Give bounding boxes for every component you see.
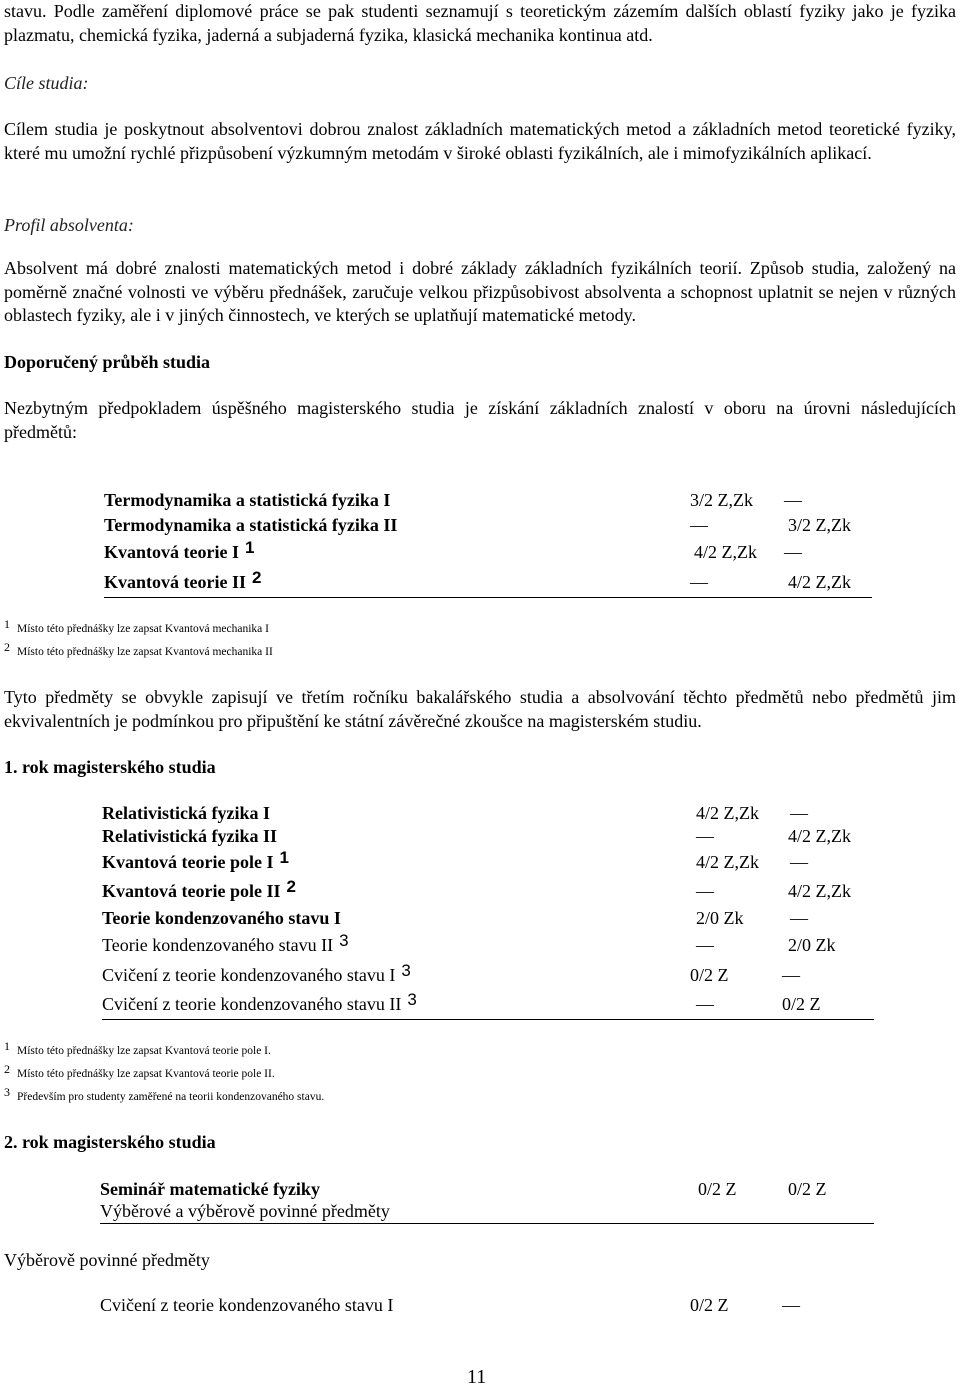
goals-heading: Cíle studia:: [4, 73, 89, 93]
prerequisite-paragraph: Nezbytným předpokladem úspěšného magisterského studia je získání základních znalostí v oboru na úrovni následujících předmětů:: [4, 398, 956, 442]
course-semester-1: 4/2 Z,Zk: [696, 852, 759, 872]
course-semester-1: —: [696, 826, 714, 846]
elective-course-table: [100, 1295, 874, 1321]
prerequisite-course-table: [104, 490, 874, 600]
table-bottom-rule: [104, 597, 872, 598]
footnote-marker: 3: [407, 990, 417, 1009]
course-semester-2: 2/0 Zk: [788, 935, 836, 955]
recommended-heading: Doporučený průběh studia: [4, 352, 211, 372]
course-semester-2: —: [784, 490, 802, 510]
footnote: 3 Především pro studenty zaměřené na teorii kondenzovaného stavu.: [4, 1085, 325, 1103]
course-semester-2: —: [784, 542, 802, 562]
course-name: Kvantová teorie pole II 2: [102, 877, 296, 901]
course-semester-1: —: [690, 572, 708, 592]
year2-heading: 2. rok magisterského studia: [4, 1132, 216, 1152]
course-semester-1: 0/2 Z: [690, 1295, 729, 1315]
footnote-marker: 3: [401, 961, 411, 980]
course-name: Cvičení z teorie kondenzovaného stavu I: [100, 1295, 394, 1315]
goals-paragraph: Cílem studia je poskytnout absolventovi dobrou znalost základních matematických metod a základních metod teoretické fyziky, které mu umožní rychlé přizpůsobení výzkumným metodám v široké oblasti fyzikálních, ale i mimofyzikálních aplikací.: [4, 119, 956, 163]
course-semester-2: —: [790, 908, 808, 928]
course-semester-1: —: [690, 515, 708, 535]
course-semester-1: 3/2 Z,Zk: [690, 490, 753, 510]
course-semester-2: 3/2 Z,Zk: [788, 515, 851, 535]
course-semester-2: —: [790, 852, 808, 872]
footnote: 2 Místo této přednášky lze zapsat Kvantová teorie pole II.: [4, 1062, 275, 1080]
course-name: Relativistická fyzika I: [102, 803, 270, 823]
profile-heading: Profil absolventa:: [4, 215, 134, 235]
course-semester-2: 0/2 Z: [782, 994, 821, 1014]
course-semester-2: 4/2 Z,Zk: [788, 572, 851, 592]
footnote-marker: 3: [339, 931, 349, 950]
course-name: Relativistická fyzika II: [102, 826, 277, 846]
course-semester-1: 2/0 Zk: [696, 908, 744, 928]
course-semester-1: —: [696, 994, 714, 1014]
course-name: Kvantová teorie I 1: [104, 538, 255, 562]
course-name: Termodynamika a statistická fyzika I: [104, 490, 391, 510]
course-name: Seminář matematické fyziky: [100, 1179, 320, 1199]
footnote-marker: 1: [244, 538, 255, 557]
year1-course-table: [102, 803, 874, 1023]
after-prerequisite-paragraph: Tyto předměty se obvykle zapisují ve třetím ročníku bakalářského studia a absolvování těchto předmětů nebo předmětů jim ekvivalentních je podmínkou pro připuštění ke státní závěrečné zkoušce na magisterském studiu.: [4, 687, 956, 731]
year1-heading: 1. rok magisterského studia: [4, 757, 216, 777]
course-semester-2: 4/2 Z,Zk: [788, 826, 851, 846]
course-semester-1: 4/2 Z,Zk: [694, 542, 757, 562]
footnote: 1 Místo této přednášky lze zapsat Kvantová mechanika I: [4, 617, 269, 635]
course-semester-1: 0/2 Z: [690, 965, 729, 985]
course-semester-2: 4/2 Z,Zk: [788, 881, 851, 901]
profile-paragraph: Absolvent má dobré znalosti matematických metod i dobré základy základních fyzikálních teorií. Způsob studia, založený na poměrně značné volnosti ve výběru přednášek, zaručuje velkou přizpůsobivost absolventa a schopnost uplatnit se nejen v různých oblastech fyziky, ale i v jiných činnostech, ve kterých se uplatňují matematické metody.: [4, 258, 956, 325]
course-semester-1: —: [696, 935, 714, 955]
footnote-marker: 1: [279, 848, 289, 867]
course-name: Cvičení z teorie kondenzovaného stavu I 3: [102, 961, 411, 985]
course-name: Teorie kondenzovaného stavu II 3: [102, 931, 349, 955]
table-bottom-rule: [102, 1019, 874, 1020]
footnote: 1 Místo této přednášky lze zapsat Kvantová teorie pole I.: [4, 1039, 271, 1057]
course-name: Výběrové a výběrově povinné předměty: [100, 1201, 390, 1221]
page-number: 11: [467, 1366, 487, 1388]
course-semester-2: —: [790, 803, 808, 823]
year2-course-table: [100, 1179, 874, 1229]
footnote: 2 Místo této přednášky lze zapsat Kvantová mechanika II: [4, 640, 273, 658]
course-name: Kvantová teorie pole I 1: [102, 848, 289, 872]
course-semester-1: —: [696, 881, 714, 901]
footnote-marker: 2: [251, 568, 262, 587]
course-semester-2: —: [782, 965, 800, 985]
course-name: Cvičení z teorie kondenzovaného stavu II 3: [102, 990, 417, 1014]
intro-continuation-paragraph: stavu. Podle zaměření diplomové práce se pak studenti seznamují s teoretickým zázemím dalších oblastí fyziky jako je fyzika plazmatu, chemická fyzika, jaderná a subjaderná fyzika, klasická mechanika kontinua atd.: [4, 1, 956, 45]
course-name: Kvantová teorie II 2: [104, 568, 262, 592]
elective-heading: Výběrově povinné předměty: [4, 1250, 210, 1270]
course-name: Termodynamika a statistická fyzika II: [104, 515, 398, 535]
course-semester-2: 0/2 Z: [788, 1179, 827, 1199]
footnote-marker: 2: [286, 877, 296, 896]
course-semester-1: 0/2 Z: [698, 1179, 737, 1199]
course-semester-2: —: [782, 1295, 800, 1315]
course-name: Teorie kondenzovaného stavu I: [102, 908, 341, 928]
course-semester-1: 4/2 Z,Zk: [696, 803, 759, 823]
table-bottom-rule: [100, 1223, 874, 1224]
